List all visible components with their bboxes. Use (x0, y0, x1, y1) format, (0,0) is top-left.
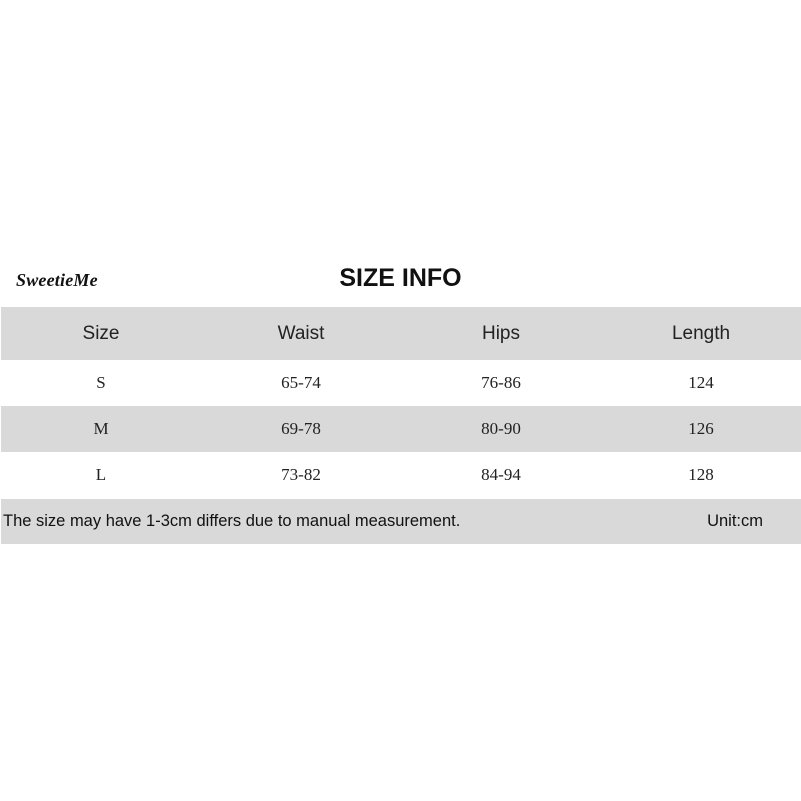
table-row (1, 360, 801, 406)
cell-size: S (96, 373, 106, 392)
cell-length: 124 (688, 373, 714, 392)
brand-logo: SweetieMe (16, 270, 98, 290)
footer-band (1, 499, 801, 544)
table-row (1, 452, 801, 498)
cell-hips: 76-86 (481, 373, 521, 392)
cell-waist: 73-82 (281, 465, 321, 484)
size-table (1, 307, 801, 498)
cell-hips: 84-94 (481, 465, 521, 484)
cell-waist: 65-74 (281, 373, 321, 392)
header-size: Size (82, 322, 120, 344)
cell-size: L (95, 465, 107, 484)
cell-length: 126 (688, 419, 714, 438)
header-waist: Waist (277, 322, 325, 344)
unit-label: Unit:cm (707, 512, 763, 530)
cell-length: 128 (688, 465, 714, 484)
table-header-row (1, 307, 801, 360)
header-hips: Hips (481, 322, 520, 344)
table-row (1, 406, 801, 452)
measurement-note: The size may have 1-3cm differs due to manual measurement. (3, 512, 461, 530)
cell-size: M (93, 419, 109, 438)
page-title: SIZE INFO (339, 264, 462, 292)
cell-hips: 80-90 (481, 419, 521, 438)
cell-waist: 69-78 (281, 419, 321, 438)
header-length: Length (671, 322, 731, 344)
